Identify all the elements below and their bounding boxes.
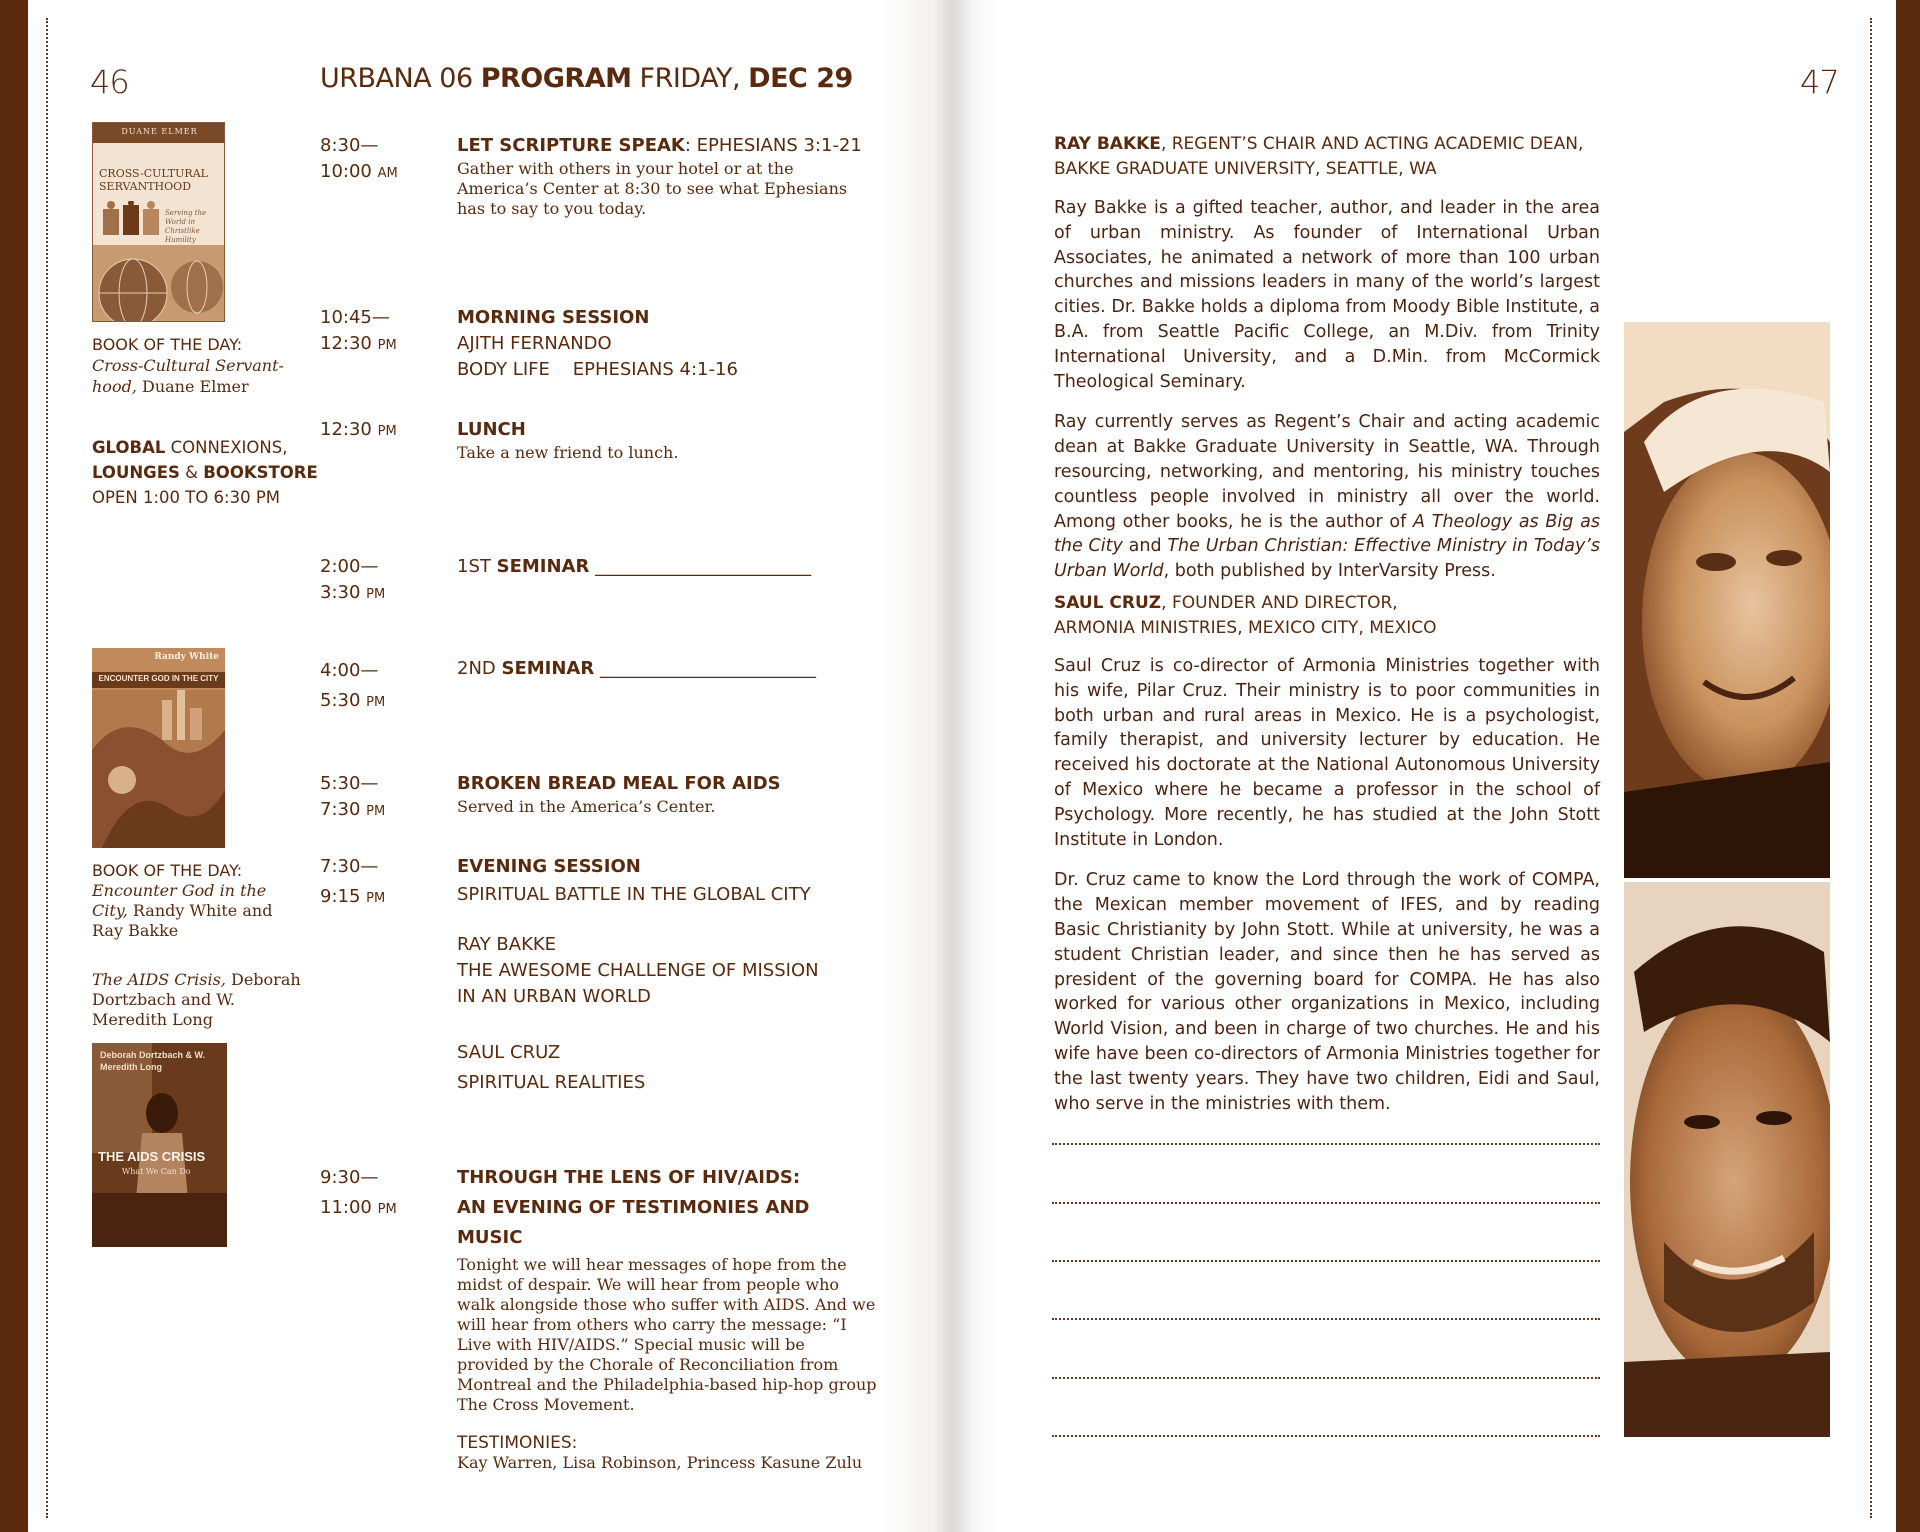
event-let-scripture-speak: LET SCRIPTURE SPEAK: EPHESIANS 3:1-21 Gather with others in your hotel or at the America’s Center at 8:30 to see what Ephesians has to say to you today. bbox=[457, 135, 862, 218]
note-line bbox=[1052, 1377, 1600, 1379]
bio-heading-saul-cruz: SAUL CRUZ, FOUNDER AND DIRECTOR, ARMONIA MINISTRIES, MEXICO CITY, MEXICO bbox=[1054, 593, 1437, 638]
bio-ray-bakke: Ray Bakke is a gifted teacher, author, and leader in the area of urban ministry. As founder of International Urban Associates, he animated a network of more than 100 urban churches and missions leaders in many of the world’s largest cities. Dr. Bakke holds a diploma from Moody Bible Institute, a B.A. from Seattle Pacific College, an M.Div. from Trinity International University, and a D.Min. from McCormick Theological Seminary. Ray currently serves as Regent’s Chair and acting academic dean at Bakke Graduate University in Seattle, WA. Through resourcing, networking, and mentoring, his ministry touches countless people involved in ministry all over the world. Among other books, he is the author of A Theology as Big as the City and The Urban Christian: Effective Ministry in Today’s Urban World, both published by InterVarsity Press. bbox=[1054, 198, 1600, 582]
note-line bbox=[1052, 1435, 1600, 1437]
page-header: URBANA 06 PROGRAM FRIDAY, DEC 29 bbox=[320, 63, 853, 94]
seminar-blank-field: ________________________ bbox=[594, 658, 816, 679]
page-number-left: 46 bbox=[90, 63, 129, 101]
page-number-right: 47 bbox=[1800, 63, 1839, 101]
photo-saul-cruz bbox=[1624, 882, 1830, 1437]
book-of-day-label: BOOK OF THE DAY: bbox=[92, 861, 243, 880]
book-spine-gutter bbox=[880, 0, 1000, 1532]
note-line bbox=[1052, 1143, 1600, 1145]
book-of-day-label: BOOK OF THE DAY: bbox=[92, 335, 243, 354]
global-connexions-note: GLOBAL CONNEXIONS, LOUNGES & BOOKSTORE OPEN 1:00 TO 6:30 PM bbox=[92, 438, 318, 507]
bio-heading-ray-bakke: RAY BAKKE, REGENT’S CHAIR AND ACTING ACADEMIC DEAN, BAKKE GRADUATE UNIVERSITY, SEATTLE, WA bbox=[1054, 134, 1584, 179]
book-of-day-caption-2 bbox=[92, 860, 292, 941]
speaker-name: SAUL CRUZ bbox=[457, 1042, 561, 1063]
portrait-icon bbox=[1624, 882, 1830, 1437]
cover-author: DUANE ELMER bbox=[121, 127, 198, 136]
time-slot-3: 12:30 PM bbox=[320, 419, 397, 440]
cover-title: CROSS-CULTURAL SERVANTHOOD bbox=[99, 167, 208, 193]
left-dotted-rule bbox=[46, 18, 48, 1518]
book-cover-encounter-god bbox=[92, 648, 225, 848]
cover-author: Randy White bbox=[154, 652, 219, 662]
cover-author: Deborah Dortzbach & W. Meredith Long bbox=[100, 1050, 206, 1072]
seminar-blank-field: ________________________ bbox=[589, 556, 812, 577]
book-author: Randy White and Ray Bakke bbox=[92, 901, 273, 940]
book-cover-aids-crisis bbox=[92, 1043, 227, 1247]
book-cover-cross-cultural bbox=[92, 122, 225, 322]
time-slot-7: 7:30— 9:15 PM bbox=[320, 856, 386, 907]
note-line bbox=[1052, 1318, 1600, 1320]
photo-ray-bakke bbox=[1624, 322, 1830, 878]
book-author: Deborah Dortzbach and W. Meredith Long bbox=[92, 970, 301, 1029]
woman-photo-icon bbox=[92, 1043, 227, 1247]
book-title: Cross-Cultural Servant-hood, bbox=[92, 356, 284, 396]
right-edge-bar bbox=[1896, 0, 1920, 1532]
event-hiv-aids-evening: THROUGH THE LENS OF HIV/AIDS: AN EVENING OF TESTIMONIES AND MUSIC Tonight we will hear messages of hope from the midst of despair. We will hear from people who walk alongside those who suffer with AIDS. And we will hear from others who carry the message: “I Live with HIV/AIDS.” Special music will be provided by the Chorale of Reconciliation from Montreal and the Philadelphia-based hip-hop group The Cross Movement. TESTIMONIES: Kay Warren, Lisa Robinson, Princess Kasune Zulu bbox=[457, 1167, 877, 1472]
event-1st-seminar: 1ST SEMINAR ________________________ bbox=[457, 556, 812, 577]
left-edge-bar bbox=[0, 0, 28, 1532]
time-slot-2: 10:45— 12:30 PM bbox=[320, 307, 397, 354]
speaker-name: RAY BAKKE bbox=[457, 934, 557, 955]
time-slot-6: 5:30— 7:30 PM bbox=[320, 773, 386, 820]
time-slot-4: 2:00— 3:30 PM bbox=[320, 556, 386, 603]
cover-title: THE AIDS CRISIS bbox=[98, 1149, 206, 1164]
globe-icon bbox=[93, 245, 225, 322]
figures-icon bbox=[101, 201, 161, 243]
time-slot-8: 9:30— 11:00 PM bbox=[320, 1167, 397, 1218]
book-title: Encounter God in the City, bbox=[92, 881, 267, 920]
cover-subtitle: What We Can Do bbox=[122, 1167, 191, 1176]
portrait-icon bbox=[1624, 322, 1830, 878]
right-dotted-rule bbox=[1870, 18, 1872, 1518]
note-line bbox=[1052, 1202, 1600, 1204]
event-2nd-seminar: 2ND SEMINAR ________________________ bbox=[457, 658, 816, 679]
event-broken-bread: BROKEN BREAD MEAL FOR AIDS Served in the America’s Center. bbox=[457, 773, 781, 816]
aids-crisis-caption bbox=[92, 970, 302, 1030]
cover-subtitle: Serving the World in Christlike Humility bbox=[165, 209, 207, 244]
time-slot-5: 4:00— 5:30 PM bbox=[320, 660, 386, 711]
event-morning-session: MORNING SESSION AJITH FERNANDO BODY LIFE EPHESIANS 4:1-16 bbox=[457, 307, 738, 380]
cover-title: ENCOUNTER GOD IN THE CITY bbox=[98, 674, 219, 683]
bio-saul-cruz: Saul Cruz is co-director of Armonia Ministries together with his wife, Pilar Cruz. Their ministry is to poor communities in both urban and rural areas in Mexico. He is a psychologist, family therapist, and university lecturer by education. He received his doctorate at the National Autonomous University of Mexico where he became a professor in the school of Psychology. More recently, he has studied at the John Stott Institute in London. Dr. Cruz came to know the Lord through the work of COMPA, the Mexican member movement of IFES, and by reading Basic Christianity by John Stott. While at university, he was a student Christian leader, and since then he has served as president of the governing board for COMPA. He has also worked for various other organizations in Mexico, including World Vision, and been in charge of two churches. He and his wife have been co-directors of Armonia Ministries together for the last twenty years. They have two children, Eidi and Saul, who serve in the ministries with them. bbox=[1054, 656, 1600, 1114]
note-line bbox=[1052, 1260, 1600, 1262]
book-author: Duane Elmer bbox=[136, 377, 249, 396]
book-of-day-caption-1 bbox=[92, 334, 292, 397]
time-slot-1: 8:30— 10:00 AM bbox=[320, 135, 398, 182]
city-art-icon bbox=[92, 690, 225, 848]
event-evening-session: EVENING SESSION SPIRITUAL BATTLE IN THE GLOBAL CITY RAY BAKKE THE AWESOME CHALLENGE OF MISSION IN AN URBAN WORLD SAUL CRUZ SPIRITUAL REALITIES bbox=[457, 852, 877, 1096]
event-lunch: LUNCH Take a new friend to lunch. bbox=[457, 419, 679, 462]
book-title: The AIDS Crisis, bbox=[92, 970, 226, 989]
